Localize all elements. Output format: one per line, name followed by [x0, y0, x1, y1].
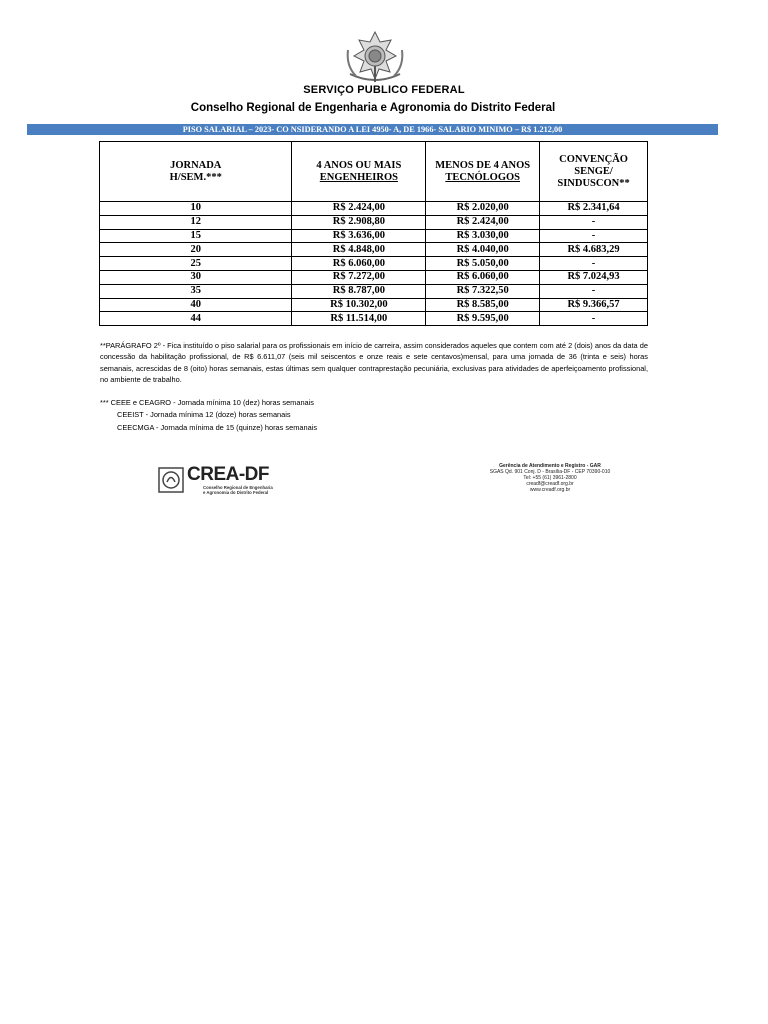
salary-banner: PISO SALARIAL – 2023- CO NSIDERANDO A LEI 4950- A, DE 1966- SALARIO MINIMO – R$ 1.212,00: [27, 124, 718, 135]
table-row: 30 R$ 7.272,00 R$ 6.060,00 R$ 7.024,93: [100, 270, 648, 284]
table-row: 12 R$ 2.908,80 R$ 2.424,00 -: [100, 215, 648, 229]
table-row: 44 R$ 11.514,00 R$ 9.595,00 -: [100, 312, 648, 326]
header-engenheiros: 4 ANOS OU MAIS ENGENHEIROS: [292, 142, 426, 202]
coat-of-arms-emblem: [344, 30, 406, 86]
header-jornada: JORNADA H/SEM.***: [100, 142, 292, 202]
table-row: 20 R$ 4.848,00 R$ 4.040,00 R$ 4.683,29: [100, 243, 648, 257]
header-convencao: CONVENÇÃO SENGE/ SINDUSCON**: [540, 142, 648, 202]
paragraph-2: **PARÁGRAFO 2º - Fica instituído o piso salarial para os profissionais em início de carreira, assim considerados aqueles que contem com até 2 (dois) anos da data de concessão da habilitação profissional, de R$ 6.611,07 (seis mil seiscentos e onze reais e sete centavos)mensal, para uma jornada de 36 (trinta e seis) horas semanais, acrescidas de 8 (oito) horas semanais, estas últimas sem qualquer contraprestação pecuniária, exclusivas para atividades de aperfeiçoamento profissional, no ambiente de trabalho.: [100, 341, 648, 385]
page-title: SERVIÇO PUBLICO FEDERAL: [303, 84, 465, 96]
note-item: CEECMGA - Jornada mínima de 15 (quinze) horas semanais: [117, 422, 318, 432]
logo-text: CREA-DF: [187, 464, 269, 485]
contact-email: creadf@creadf.org.br: [526, 481, 574, 487]
table-row: 40 R$ 10.302,00 R$ 8.585,00 R$ 9.366,57: [100, 298, 648, 312]
crea-df-logo: [158, 464, 288, 497]
header-tecnologos: MENOS DE 4 ANOS TECNÓLOGOS: [426, 142, 540, 202]
page-subtitle: Conselho Regional de Engenharia e Agronomia do Distrito Federal: [190, 102, 556, 114]
table-row: 25 R$ 6.060,00 R$ 5.050,00 -: [100, 257, 648, 271]
contact-block: [450, 463, 650, 493]
table-header-row: [100, 142, 648, 202]
table-row: 10 R$ 2.424,00 R$ 2.020,00 R$ 2.341,64: [100, 202, 648, 216]
jornada-notes: [100, 397, 317, 434]
contact-phone: Tel: +55 (61) 3961-2800: [523, 475, 577, 481]
table-row: 35 R$ 8.787,00 R$ 7.322,50 -: [100, 284, 648, 298]
logo-subtitle: Conselho Regional de Engenharia e Agronomia do Distrito Federal: [203, 485, 273, 495]
crea-emblem-icon: [158, 467, 184, 493]
contact-address: SGAS Qd. 901 Conj. D - Brasília-DF - CEP 70390-010: [489, 469, 611, 475]
note-item: CEEIST - Jornada mínima 12 (doze) horas semanais: [117, 410, 291, 420]
salary-table: [99, 141, 648, 326]
note-item: *** CEEE e CEAGRO - Jornada mínima 10 (dez) horas semanais: [100, 398, 315, 407]
table-row: 15 R$ 3.636,00 R$ 3.030,00 -: [100, 229, 648, 243]
contact-title: Gerência de Atendimento e Registro - GAR: [499, 463, 601, 469]
contact-site: www.creadf.org.br: [529, 487, 571, 493]
